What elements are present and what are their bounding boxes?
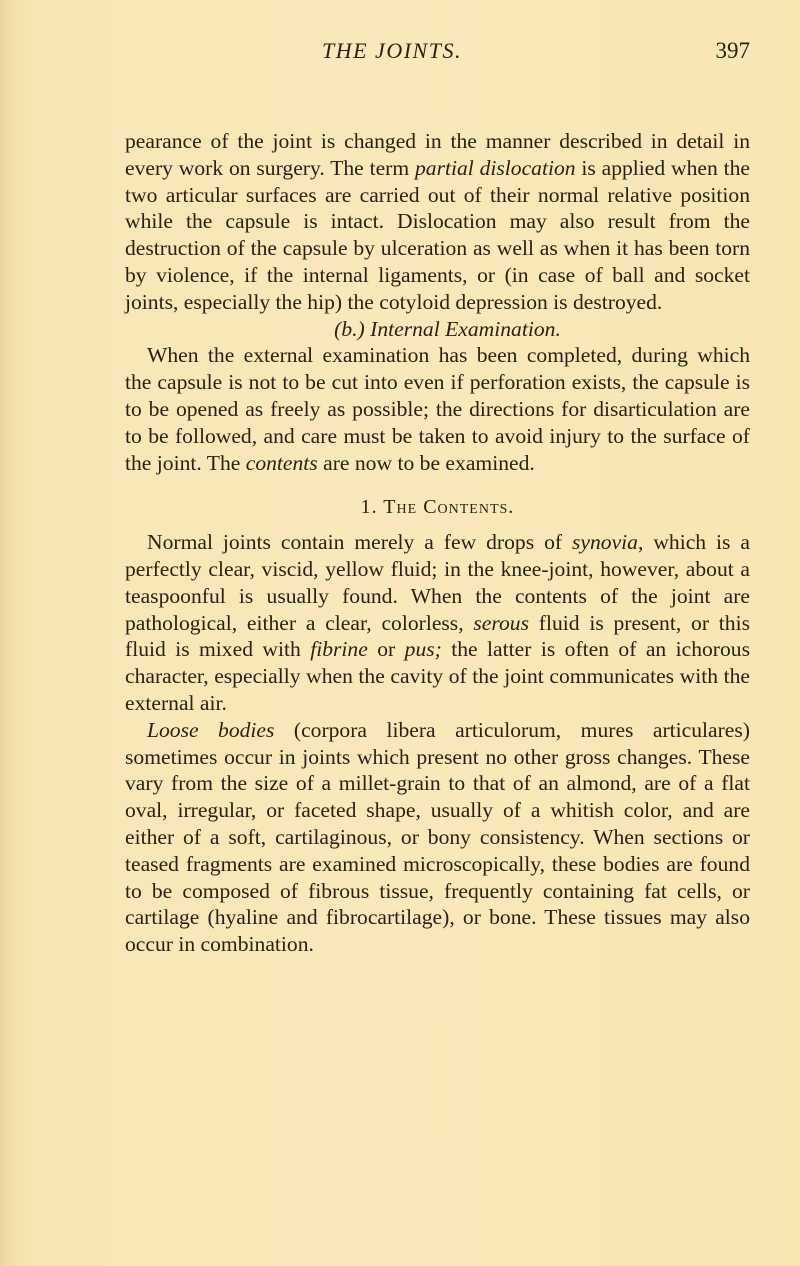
text-run: is applied when the two articular surfaces are carried out of their normal relative position while the capsule is intact. Dislocation may also result from the destruction of the capsule by ulceration as well as when it has been torn by violence, if the internal ligaments, or (in case of ball and socket joints, especially the hip) the cotyloid depression is destroyed. [125, 155, 750, 314]
paragraph-internal-examination [125, 342, 750, 476]
text-run: or [367, 637, 405, 662]
paragraph-dislocation [125, 128, 750, 316]
subheading-internal-examination [125, 316, 750, 343]
text-run: (corpora libera articulorum, mures articulares) sometimes occur in joints which present no other gross changes. These vary from the size of a millet-grain to that of an almond, are of a flat oval, irregular, or faceted shape, usually of a whitish color, and are either of a soft, cartilaginous, or bony consistency. When sections or teased fragments are examined microscopically, these bodies are found to be composed of fibrous tissue, frequently containing fat cells, or cartilage (hyaline and fibrocartilage), or bone. These tissues may also occur in combination. [125, 717, 750, 957]
text-run: pearance of the joint is changed in the manner described in detail in every work on surgery. The term [125, 129, 750, 180]
term-serous: serous [473, 610, 529, 635]
text-run: When the external examination has been completed, during which the capsule is not to be cut into even if perforation exists, the capsule is to be opened as freely as possible; the directions for disarticulation are to be followed, and care must be taken to avoid injury to the surface of the joint. The [125, 343, 750, 475]
term-partial-dislocation: partial dislocation [414, 155, 576, 180]
text-run: Normal joints contain merely a few drops of [147, 530, 573, 555]
text-run: the latter is often of an ichorous character, especially when the cavity of the joint communicates with the external air. [125, 637, 750, 715]
text-run: are now to be examined. [317, 450, 535, 475]
text-run: , which is a perfectly clear, viscid, yellow fluid; in the knee-joint, however, about a teaspoonful is usually found. When the contents of the joint are pathological, either a clear, colorless, [125, 530, 750, 635]
paragraph-normal-joints [125, 529, 750, 717]
running-head [125, 38, 750, 68]
subheading-title: Internal Examination. [370, 316, 561, 341]
running-title: THE JOINTS. [322, 38, 462, 63]
text-run: fluid is present, or this fluid is mixed with [125, 610, 750, 662]
term-pus: pus; [404, 637, 442, 662]
paragraph-loose-bodies [125, 717, 750, 958]
subheading-label: (b.) [334, 316, 365, 341]
body-text [125, 128, 750, 958]
term-loose-bodies: Loose bodies [147, 717, 275, 742]
term-fibrine: fibrine [310, 637, 368, 662]
term-contents: contents [245, 450, 318, 475]
term-synovia: synovia [572, 530, 638, 555]
section-heading-contents: 1. The Contents. [360, 496, 515, 519]
page-number: 397 [715, 38, 750, 63]
